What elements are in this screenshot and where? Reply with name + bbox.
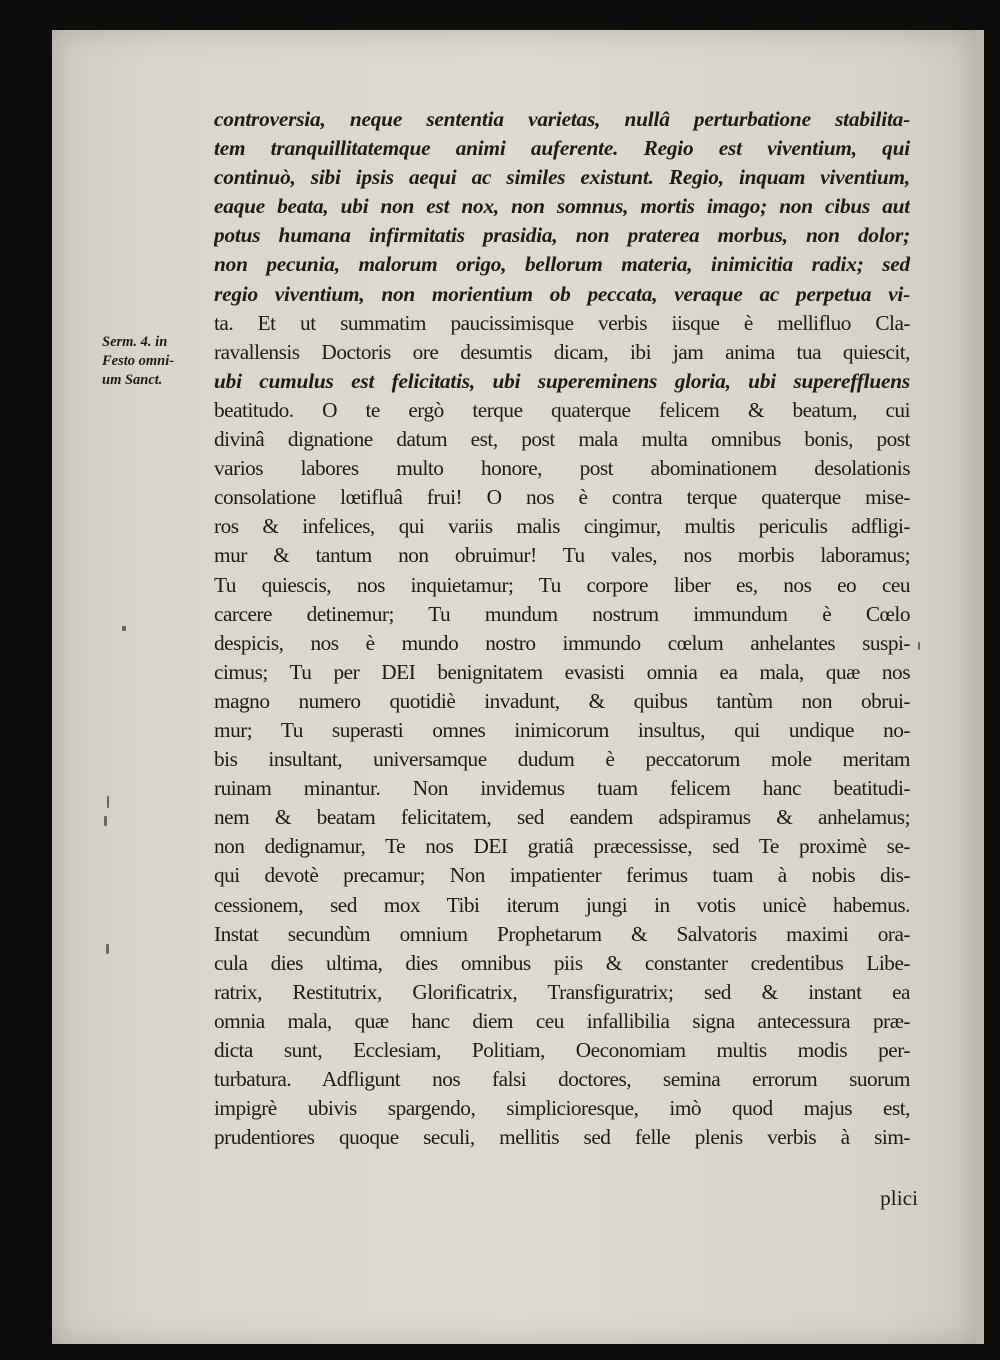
text-line: ratrix, Restitutrix, Glorificatrix, Transfiguratrix; sed & instant ea <box>214 979 910 1004</box>
paper-speck <box>107 796 109 808</box>
text-line: non dedignamur, Te nos DEI gratiâ præcessisse, sed Te proximè se- <box>214 834 910 859</box>
paper-speck <box>122 626 126 631</box>
text-line: continuò, sibi ipsis aequi ac similes existunt. Regio, inquam viventium, <box>214 165 910 190</box>
text-line: Instat secundùm omnium Prophetarum & Salvatoris maximi ora- <box>214 921 910 946</box>
text-line: consolatione lœtifluâ frui! O nos è contra terque quaterque mise- <box>214 485 910 510</box>
margin-note-line: Festo omni- <box>102 353 175 369</box>
margin-note-line: Serm. 4. in <box>102 334 168 350</box>
text-line: mur; Tu superasti omnes inimicorum insultus, qui undique no- <box>214 717 910 742</box>
text-line: cimus; Tu per DEI benignitatem evasisti omnia ea mala, quæ nos <box>214 659 910 684</box>
text-line: omnia mala, quæ hanc diem ceu infallibilia signa antecessura præ- <box>214 1008 910 1033</box>
text-line: despicis, nos è mundo nostro immundo cœlum anhelantes suspi- <box>214 630 910 655</box>
text-line: magno numero quotidiè invadunt, & quibus tantùm non obrui- <box>214 688 910 713</box>
text-line: non pecunia, malorum origo, bellorum materia, inimicitia radix; sed <box>214 252 910 277</box>
text-line: Tu quiescis, nos inquietamur; Tu corpore liber es, nos eo ceu <box>214 572 910 597</box>
paper-speck <box>106 944 109 954</box>
text-line: controversia, neque sententia varietas, nullâ perturbatione stabilita- <box>214 107 910 131</box>
text-line: ros & infelices, qui variis malis cingimur, multis periculis adfligi- <box>214 514 910 539</box>
catchword: plici <box>880 1186 918 1210</box>
text-line: cessionem, sed mox Tibi iterum jungi in votis unicè habemus. <box>214 892 910 917</box>
text-line: regio viventium, non morientium ob peccata, veraque ac perpetua vi- <box>214 281 910 306</box>
margin-note-line: um Sanct. <box>102 372 163 388</box>
text-line: cula dies ultima, dies omnibus piis & constanter credentibus Libe- <box>214 950 910 975</box>
text-line: varios labores multo honore, post abominationem desolationis <box>214 456 910 481</box>
paper-speck <box>918 642 920 650</box>
text-line: beatitudo. O te ergò terque quaterque felicem & beatum, cui <box>214 397 910 422</box>
text-line: dicta sunt, Ecclesiam, Politiam, Oeconomiam multis modis per- <box>214 1038 910 1062</box>
text-line: ta. Et ut summatim paucissimisque verbis iisque è mellifluo Cla- <box>214 310 910 335</box>
margin-note <box>102 333 212 390</box>
text-line: mur & tantum non obruimur! Tu vales, nos morbis laboramus; <box>214 543 910 568</box>
text-line: potus humana infirmitatis prasidia, non praterea morbus, non dolor; <box>214 223 910 248</box>
text-line: ruinam minantur. Non invidemus tuam felicem hanc beatitudi- <box>214 776 910 801</box>
paper-speck <box>104 816 107 826</box>
text-line: impigrè ubivis spargendo, simplicioresque, imò quod majus est, <box>214 1096 910 1121</box>
text-line: qui devotè precamur; Non impatienter ferimus tuam à nobis dis- <box>214 863 910 888</box>
text-line: eaque beata, ubi non est nox, non somnus, mortis imago; non cibus aut <box>214 194 910 219</box>
text-line: prudentiores quoque seculi, mellitis sed felle plenis verbis à sim- <box>214 1125 910 1150</box>
text-line: tem tranquillitatemque animi auferente. Regio est viventium, qui <box>214 136 910 161</box>
page-edge <box>976 30 984 1344</box>
text-line: carcere detinemur; Tu mundum nostrum immundum è Cœlo <box>214 601 910 626</box>
text-line: ravallensis Doctoris ore desumtis dicam, ibi jam anima tua quiescit, <box>214 339 910 364</box>
text-line: nem & beatam felicitatem, sed eandem adspiramus & anhelamus; <box>214 805 910 830</box>
body-text <box>214 105 910 1152</box>
text-line: bis insultant, universamque dudum è peccatorum mole meritam <box>214 747 910 772</box>
text-line: divinâ dignatione datum est, post mala multa omnibus bonis, post <box>214 427 910 452</box>
text-line: ubi cumulus est felicitatis, ubi supereminens gloria, ubi supereffluens <box>214 368 910 393</box>
text-line: turbatura. Adfligunt nos falsi doctores, semina errorum suorum <box>214 1067 910 1092</box>
